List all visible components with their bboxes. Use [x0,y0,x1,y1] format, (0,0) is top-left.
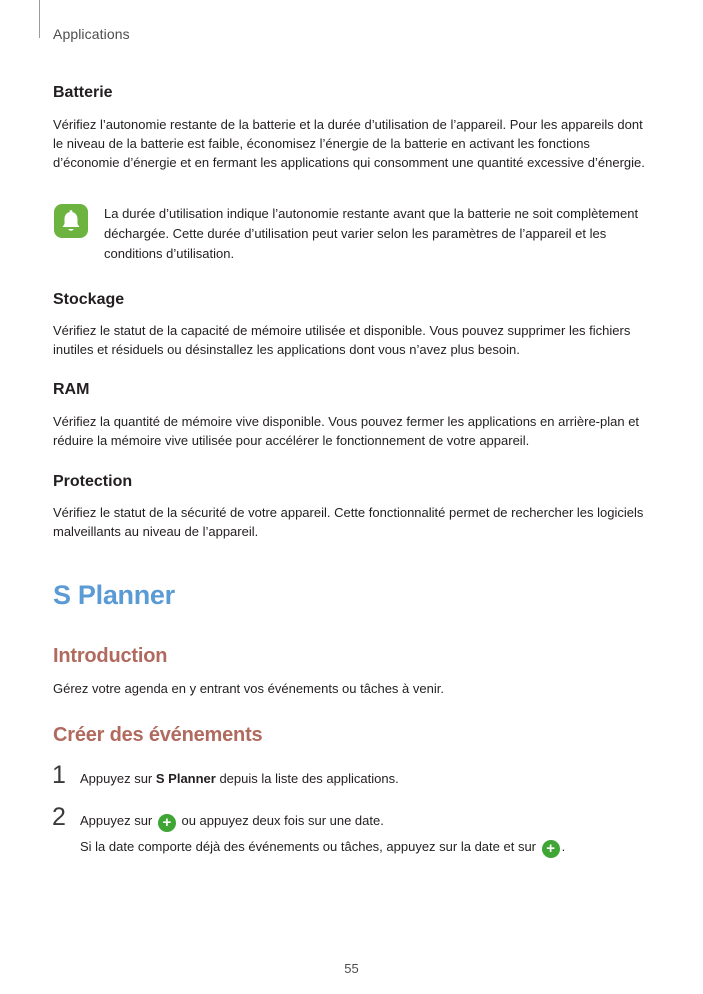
step-2-number: 2 [52,803,66,831]
step-2-subtext [80,837,565,858]
protection-paragraph: Vérifiez le statut de la sécurité de votre appareil. Cette fonctionnalité permet de rechercher les logiciels malveillants au niveau de l’appareil. [53,505,644,539]
ram-heading: RAM [53,381,90,398]
s-planner-title: S Planner [53,580,175,610]
stockage-heading: Stockage [53,291,125,308]
ram-paragraph: Vérifiez la quantité de mémoire vive disponible. Vous pouvez fermer les applications en arrière-plan et réduire la mémoire vive utilisée pour accélérer le fonctionnement de votre appareil. [53,414,640,448]
introduction-heading: Introduction [53,645,168,667]
step-1-text [80,769,399,788]
section-header: Applications [53,26,130,42]
header-rule [39,0,40,38]
step-2-text [80,811,384,832]
step-2-before: Appuyez sur [80,813,156,828]
introduction-paragraph: Gérez votre agenda en y entrant vos événements ou tâches à venir. [53,681,444,696]
step-1-app-name: S Planner [155,771,216,786]
step-1-number: 1 [52,761,66,789]
add-plus-icon: + [158,814,176,832]
step-2-sub-before: Si la date comporte déjà des événements ou tâches, appuyez sur la date et sur [80,839,540,854]
battery-note-text: La durée d’utilisation indique l’autonomie restante avant que la batterie ne soit complètement déchargée. Cette durée d’utilisation peut varier selon les paramètres de l’appareil et les conditions d’utilisation. [104,206,639,261]
batterie-paragraph: Vérifiez l’autonomie restante de la batterie et la durée d’utilisation de l’appareil. Pour les appareils dont le niveau de la batterie est faible, économisez l’énergie de la batterie en activant les fonctions d’économie d’énergie et en fermant les applications qui consomment une quantité excessive d’énergie. [53,117,645,170]
notice-bell-icon [54,204,88,238]
stockage-paragraph: Vérifiez le statut de la capacité de mémoire utilisée et disponible. Vous pouvez supprimer les fichiers inutiles et résiduels ou désinstallez les applications dont vous n’avez plus besoin. [53,323,631,357]
step-2-after: ou appuyez deux fois sur une date. [177,813,384,828]
step-2-sub-after: . [561,839,566,854]
create-events-heading: Créer des événements [53,724,263,746]
step-1-after: depuis la liste des applications. [215,771,399,786]
batterie-heading: Batterie [53,84,113,101]
add-plus-icon: + [542,840,560,858]
page-number: 55 [344,961,359,976]
protection-heading: Protection [53,473,133,490]
step-1-before: Appuyez sur [80,771,156,786]
